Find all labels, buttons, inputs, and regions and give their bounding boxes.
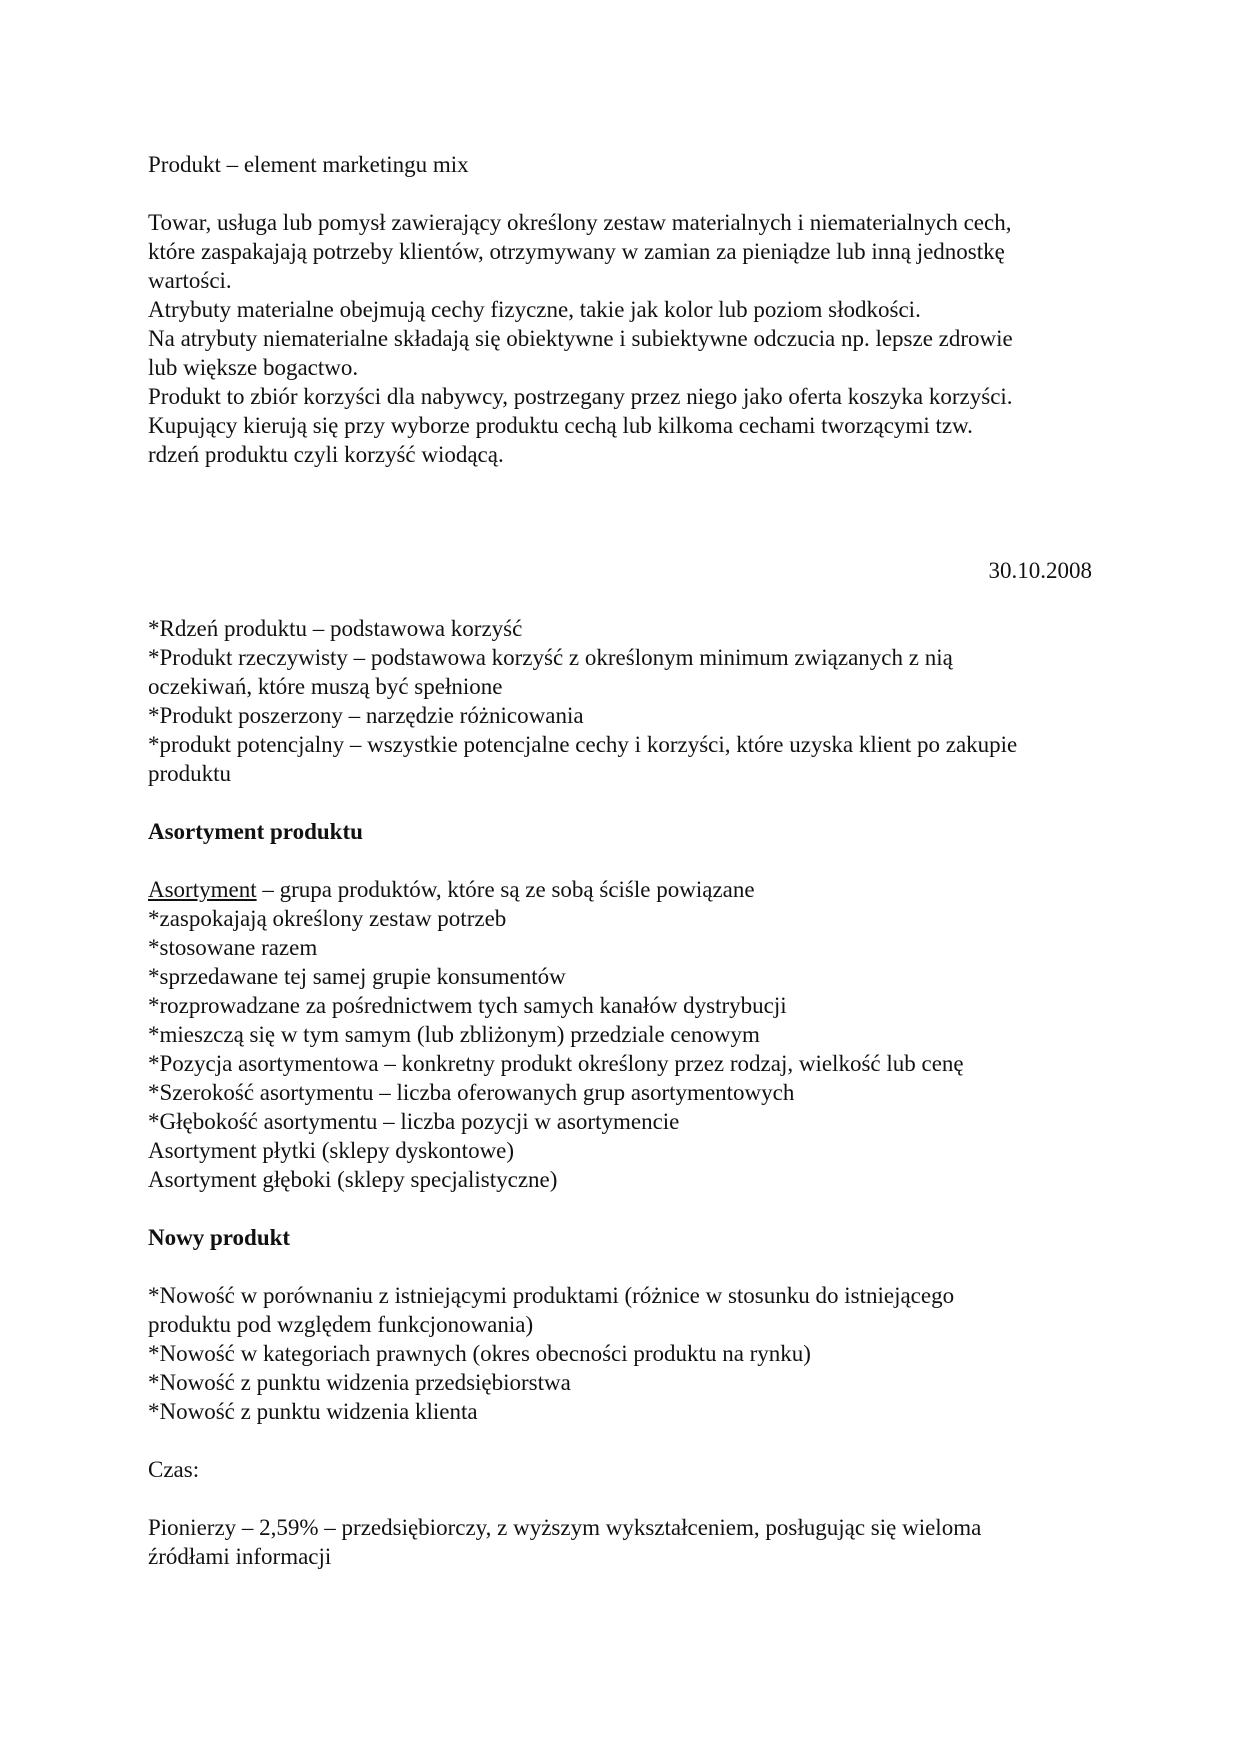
spacer <box>148 469 1092 556</box>
spacer <box>148 585 1092 614</box>
intro-line: wartości. <box>148 268 232 293</box>
time-line: źródłami informacji <box>148 1544 332 1569</box>
spacer <box>148 846 1092 875</box>
spacer <box>148 788 1092 817</box>
list-item: *Rdzeń produktu – podstawowa korzyść <box>148 616 523 641</box>
list-item: *Nowość w kategoriach prawnych (okres obecności produktu na rynku) <box>148 1341 811 1366</box>
list-item: *stosowane razem <box>148 935 318 960</box>
intro-line: Towar, usługa lub pomysł zawierający określony zestaw materialnych i niematerialnych cech, <box>148 210 1012 235</box>
list-item: *Nowość z punktu widzenia klienta <box>148 1399 478 1424</box>
spacer <box>148 1252 1092 1281</box>
document-page <box>148 150 1092 1571</box>
list-item: *zaspokajają określony zestaw potrzeb <box>148 906 507 931</box>
intro-line: Produkt to zbiór korzyści dla nabywcy, postrzegany przez niego jako oferta koszyka korzyści. <box>148 384 1013 409</box>
spacer <box>148 1194 1092 1223</box>
intro-line: Na atrybuty niematerialne składają się obiektywne i subiektywne odczucia np. lepsze zdrowie <box>148 326 1013 351</box>
time-section <box>148 1513 1092 1571</box>
list-item: Asortyment płytki (sklepy dyskontowe) <box>148 1138 515 1163</box>
list-item: produktu pod względem funkcjonowania) <box>148 1312 534 1337</box>
list-item: produktu <box>148 761 232 786</box>
list-item: *Produkt poszerzony – narzędzie różnicowania <box>148 703 584 728</box>
assortment-definition <box>148 875 1092 904</box>
list-item: Asortyment głęboki (sklepy specjalistyczne) <box>148 1167 558 1192</box>
assortment-definition-text: – grupa produktów, które są ze sobą ściśle powiązane <box>256 877 755 902</box>
intro-line: które zaspakajają potrzeby klientów, otrzymywany w zamian za pieniądze lub inną jednostkę <box>148 239 1005 264</box>
time-line: Pionierzy – 2,59% – przedsiębiorczy, z wyższym wykształceniem, posługując się wieloma <box>148 1515 982 1540</box>
list-item: *Nowość z punktu widzenia przedsiębiorstwa <box>148 1370 571 1395</box>
section-heading-assortment: Asortyment produktu <box>148 819 363 844</box>
document-date: 30.10.2008 <box>988 558 1092 583</box>
intro-paragraph <box>148 208 1092 469</box>
intro-line: rdzeń produktu czyli korzyść wiodącą. <box>148 442 504 467</box>
assortment-section <box>148 875 1092 1194</box>
spacer <box>148 1426 1092 1455</box>
document-title: Produkt – element marketingu mix <box>148 152 469 177</box>
list-item: *Głębokość asortymentu – liczba pozycji w asortymencie <box>148 1109 680 1134</box>
new-product-section <box>148 1281 1092 1426</box>
list-item: *produkt potencjalny – wszystkie potencjalne cechy i korzyści, które uzyska klient po zakupie <box>148 732 1018 757</box>
list-item: *sprzedawane tej samej grupie konsumentów <box>148 964 566 989</box>
list-item: *mieszczą się w tym samym (lub zbliżonym) przedziale cenowym <box>148 1022 760 1047</box>
list-item: *Szerokość asortymentu – liczba oferowanych grup asortymentowych <box>148 1080 795 1105</box>
spacer <box>148 179 1092 208</box>
intro-line: Atrybuty materialne obejmują cechy fizyczne, takie jak kolor lub poziom słodkości. <box>148 297 921 322</box>
section-heading-new-product: Nowy produkt <box>148 1225 291 1250</box>
list-item: *Pozycja asortymentowa – konkretny produkt określony przez rodzaj, wielkość lub cenę <box>148 1051 964 1076</box>
intro-line: lub większe bogactwo. <box>148 355 359 380</box>
list-item: *Nowość w porównaniu z istniejącymi produktami (różnice w stosunku do istniejącego <box>148 1283 955 1308</box>
spacer <box>148 1484 1092 1513</box>
product-levels-list <box>148 614 1092 788</box>
section-heading-time: Czas: <box>148 1457 200 1482</box>
list-item: oczekiwań, które muszą być spełnione <box>148 674 503 699</box>
intro-line: Kupujący kierują się przy wyborze produktu cechą lub kilkoma cechami tworzącymi tzw. <box>148 413 973 438</box>
list-item: *rozprowadzane za pośrednictwem tych samych kanałów dystrybucji <box>148 993 787 1018</box>
assortment-term: Asortyment <box>148 877 257 902</box>
list-item: *Produkt rzeczywisty – podstawowa korzyść z określonym minimum związanych z nią <box>148 645 953 670</box>
